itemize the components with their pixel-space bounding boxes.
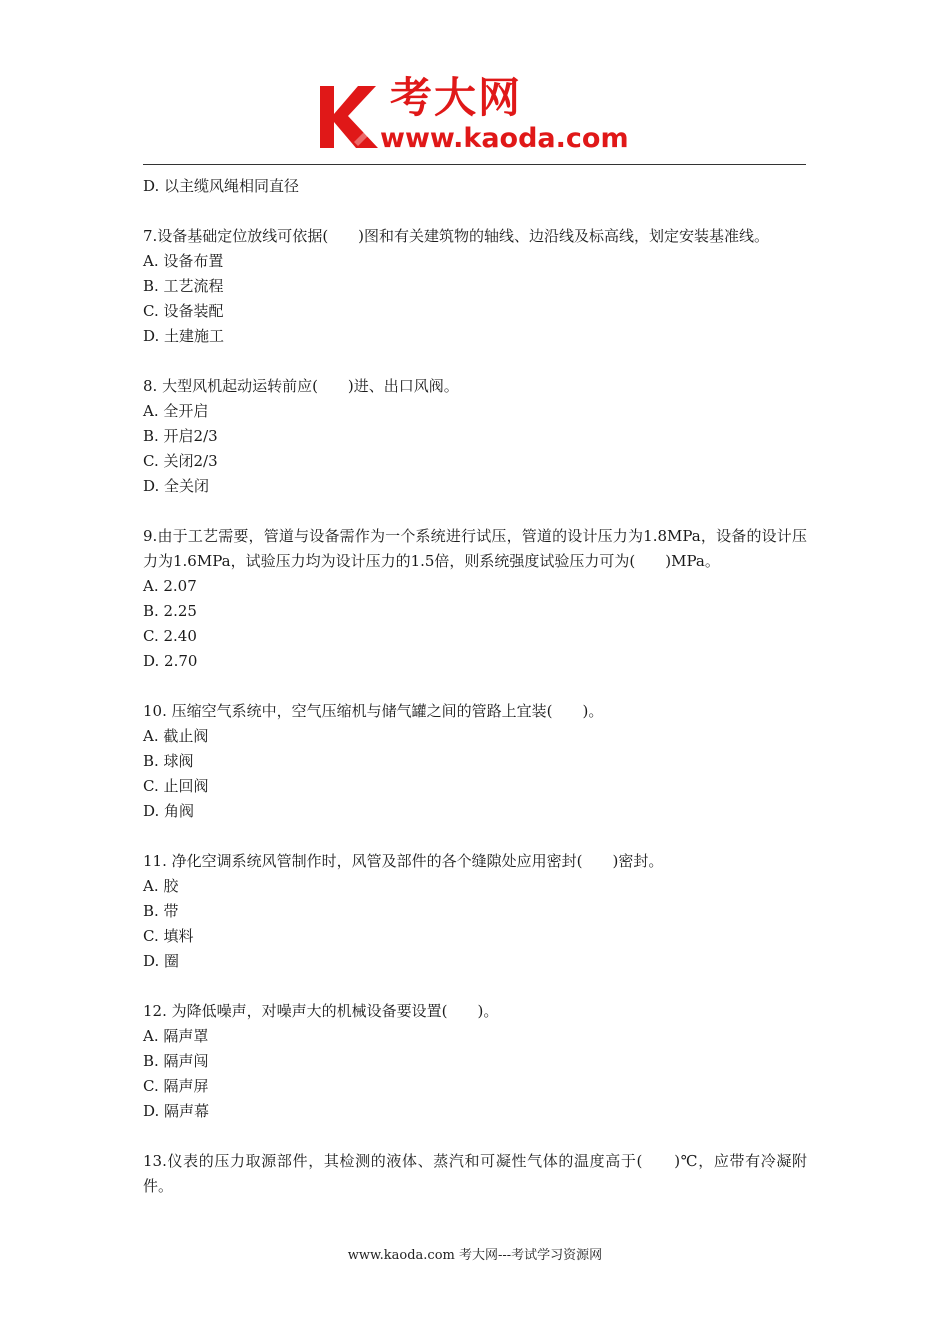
option-line: C. 隔声屏: [143, 1077, 209, 1095]
spacer: [143, 1124, 807, 1149]
option-line: A. 设备布置: [143, 252, 224, 270]
option-line: D. 隔声幕: [143, 1102, 210, 1120]
option-line: B. 隔声闯: [143, 1052, 209, 1070]
spacer: [143, 199, 807, 224]
option-line: B. 工艺流程: [143, 277, 224, 295]
spacer: [143, 499, 807, 524]
option-line: A. 全开启: [143, 402, 209, 420]
option-line: A. 截止阀: [143, 727, 209, 745]
option-line: A. 2.07: [143, 577, 197, 595]
question-9: 9.由于工艺需要，管道与设备需作为一个系统进行试压，管道的设计压力为1.8MPa，设备的设计压力为1.6MPa，试验压力均为设计压力的1.5倍，则系统强度试验压力可为( )MPa。: [143, 527, 807, 570]
option-line: B. 开启2/3: [143, 427, 218, 445]
option-line: A. 隔声罩: [143, 1027, 209, 1045]
option-line: C. 关闭2/3: [143, 452, 218, 470]
brand-url: www.kaoda.com: [380, 123, 629, 154]
option-line: D. 2.70: [143, 652, 198, 670]
option-line: B. 带: [143, 902, 179, 920]
question-13: 13.仪表的压力取源部件，其检测的液体、蒸汽和可凝性气体的温度高于( )℃，应带有冷凝附件。: [143, 1152, 807, 1195]
option-line: C. 止回阀: [143, 777, 209, 795]
option-line: B. 球阀: [143, 752, 194, 770]
question-content: [143, 174, 807, 1199]
header: [318, 73, 648, 156]
option-line: D. 以主缆风绳相同直径: [143, 177, 300, 195]
spacer: [143, 824, 807, 849]
option-line: D. 全关闭: [143, 477, 210, 495]
option-line: D. 土建施工: [143, 327, 225, 345]
header-divider: [143, 164, 806, 165]
spacer: [143, 349, 807, 374]
option-line: C. 2.40: [143, 627, 197, 645]
option-line: D. 圈: [143, 952, 180, 970]
option-line: B. 2.25: [143, 602, 197, 620]
question-12: 12. 为降低噪声，对噪声大的机械设备要设置( )。: [143, 1002, 499, 1020]
kaoda-k-logo-icon: [318, 84, 380, 150]
spacer: [143, 674, 807, 699]
page-footer: www.kaoda.com 考大网---考试学习资源网: [347, 1248, 603, 1263]
brand-name: 考大网: [390, 73, 523, 122]
option-line: D. 角阀: [143, 802, 195, 820]
question-10: 10. 压缩空气系统中，空气压缩机与储气罐之间的管路上宜装( )。: [143, 702, 604, 720]
spacer: [143, 974, 807, 999]
option-line: A. 胶: [143, 877, 179, 895]
question-8: 8. 大型风机起动运转前应( )进、出口风阀。: [143, 377, 459, 395]
option-line: C. 设备装配: [143, 302, 224, 320]
option-line: C. 填料: [143, 927, 194, 945]
question-7: 7.设备基础定位放线可依据( )图和有关建筑物的轴线、边沿线及标高线，划定安装基准线。: [143, 227, 770, 245]
question-11: 11. 净化空调系统风管制作时，风管及部件的各个缝隙处应用密封( )密封。: [143, 852, 664, 870]
